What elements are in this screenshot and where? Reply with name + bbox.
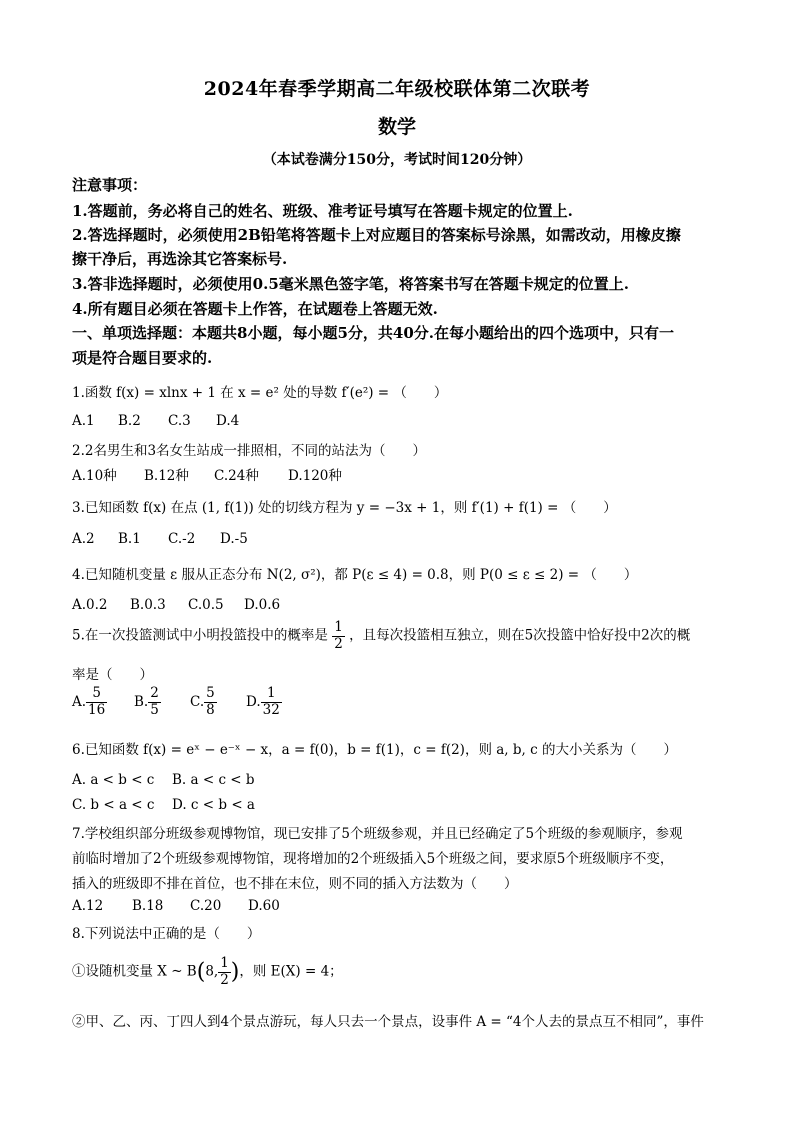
notice-item: 4.所有题目必须在答题卡上作答，在试题卷上答题无效.	[72, 300, 438, 318]
option	[134, 686, 190, 718]
question-5-stem-cont: 率是（ ）	[72, 667, 153, 683]
option: B.1	[118, 531, 141, 547]
question-5-stem	[72, 620, 690, 652]
notice-item: 3.答非选择题时，必须使用0.5毫米黑色签字笔，将答案书写在答题卡规定的位置上.	[72, 275, 629, 293]
option-fraction	[204, 686, 217, 718]
fraction-numerator: 1	[220, 955, 229, 971]
fraction-denominator: 2	[220, 971, 229, 988]
option: B.0.3	[130, 597, 166, 613]
question-4-options	[72, 597, 280, 613]
option: A.1	[72, 413, 95, 429]
option: A. a < b < c	[72, 772, 155, 788]
question-5-stem-text: 5.在一次投篮测试中小明投篮投中的概率是	[72, 627, 328, 644]
item-text: ，则 E(X) = 4；	[239, 963, 343, 980]
option: C. b < a < c	[72, 797, 155, 813]
option: A.0.2	[72, 597, 108, 613]
option: D.0.6	[244, 597, 281, 613]
question-1-stem: 1.函数 f(x) = xlnx + 1 在 x = e² 处的导数 f′(e²) = （ ）	[72, 385, 448, 401]
option: B. a < c < b	[172, 772, 255, 788]
option: D.-5	[220, 531, 248, 547]
option-fraction	[148, 686, 161, 718]
question-6-stem: 6.已知函数 f(x) = eˣ − e⁻ˣ − x，a = f(0)，b = f(1)，c = f(2)，则 a, b, c 的大小关系为（ ）	[72, 742, 677, 758]
question-2-options	[72, 464, 342, 484]
exam-title: 2024年春季学期高二年级校联体第二次联考	[203, 78, 591, 100]
option: C.-2	[168, 531, 196, 547]
notice-item: 1.答题前，务必将自己的姓名、班级、准考证号填写在答题卡规定的位置上.	[72, 202, 573, 220]
option: C.20	[190, 898, 222, 914]
question-3-options	[72, 531, 248, 547]
option: D.4	[216, 413, 240, 429]
question-4-stem: 4.已知随机变量 ε 服从正态分布 N(2, σ²)，都 P(ε ≤ 4) = 0.8，则 P(0 ≤ ε ≤ 2) = （ ）	[72, 567, 638, 583]
fraction-denominator: 2	[334, 635, 343, 652]
fraction-numerator: 5	[86, 686, 107, 703]
paren-left: (	[196, 959, 206, 985]
question-3-stem: 3.已知函数 f(x) 在点 (1, f(1)) 处的切线方程为 y = −3x + 1，则 f′(1) + f(1) = （ ）	[72, 500, 617, 516]
fraction-denominator: 5	[150, 701, 159, 718]
option-fraction	[86, 686, 107, 718]
section-heading-cont: 项是符合题目要求的.	[72, 349, 213, 367]
question-5-stem-text: ，且每次投篮相互独立，则在5次投篮中恰好投中2次的概	[349, 627, 691, 644]
option-label: D.	[246, 693, 261, 710]
fraction-numerator: 1	[261, 686, 282, 703]
option: D.120种	[288, 468, 342, 484]
option-label: C.	[190, 693, 205, 710]
fraction-denominator: 8	[206, 701, 215, 718]
exam-note: （本试卷满分150分，考试时间120分钟）	[262, 152, 532, 168]
option-label: A.	[72, 693, 87, 710]
question-6-options-row2	[72, 797, 255, 813]
item-fraction	[218, 956, 231, 988]
option: D. c < b < a	[172, 797, 255, 813]
question-6-options-row1	[72, 772, 255, 788]
notice-item: 2.答选择题时，必须使用2B铅笔将答题卡上对应题目的答案标号涂黑，如需改动，用橡皮擦	[72, 226, 681, 244]
question-8-stem: 8.下列说法中正确的是（ ）	[72, 926, 261, 942]
option	[246, 686, 282, 718]
paren-right: )	[230, 959, 240, 985]
item-text: ①设随机变量 X ~ B	[72, 963, 197, 980]
section-heading: 一、单项选择题：本题共8小题，每小题5分，共40分.在每小题给出的四个选项中，只有一	[72, 324, 674, 342]
option: C.3	[168, 413, 191, 429]
question-5-options	[72, 686, 282, 718]
option: B.2	[118, 413, 141, 429]
option-fraction	[261, 686, 282, 718]
option-label: B.	[134, 693, 149, 710]
fraction-half	[332, 620, 345, 652]
question-1-options	[72, 413, 239, 429]
question-7-stem: 7.学校组织部分班级参观博物馆，现已安排了5个班级参观，并且已经确定了5个班级的参观顺序，参观	[72, 826, 683, 842]
option: A.2	[72, 531, 95, 547]
option: B.12种	[144, 468, 189, 484]
subject-title: 数学	[377, 116, 416, 138]
question-7-stem-cont: 插入的班级即不排在首位，也不排在末位，则不同的插入方法数为（ ）	[72, 876, 518, 892]
option	[190, 686, 246, 718]
option: C.0.5	[188, 597, 224, 613]
fraction-numerator: 1	[334, 619, 343, 635]
fraction-denominator: 32	[262, 701, 280, 718]
notices-heading: 注意事项：	[72, 176, 148, 194]
question-2-stem: 2.2名男生和3名女生站成一排照相，不同的站法为（ ）	[72, 443, 427, 459]
option: A.12	[72, 898, 104, 914]
option: A.10种	[72, 468, 117, 484]
fraction-numerator: 2	[150, 685, 159, 701]
question-8-item-1	[72, 956, 343, 988]
fraction-numerator: 5	[206, 685, 215, 701]
question-7-stem-cont: 前临时增加了2个班级参观博物馆，现将增加的2个班级插入5个班级之间，要求原5个班级顺序不变，	[72, 851, 674, 867]
option: B.18	[132, 898, 164, 914]
option	[72, 686, 134, 718]
question-8-item-2: ②甲、乙、丙、丁四人到4个景点游玩，每人只去一个景点，设事件 A = “4个人去的景点互不相同”，事件	[72, 1014, 704, 1030]
item-text: 8,	[205, 963, 219, 980]
question-7-options	[72, 898, 280, 914]
notice-item: 擦干净后，再选涂其它答案标号.	[72, 250, 288, 268]
fraction-denominator: 16	[88, 701, 106, 718]
option: D.60	[248, 898, 280, 914]
option: C.24种	[214, 468, 259, 484]
